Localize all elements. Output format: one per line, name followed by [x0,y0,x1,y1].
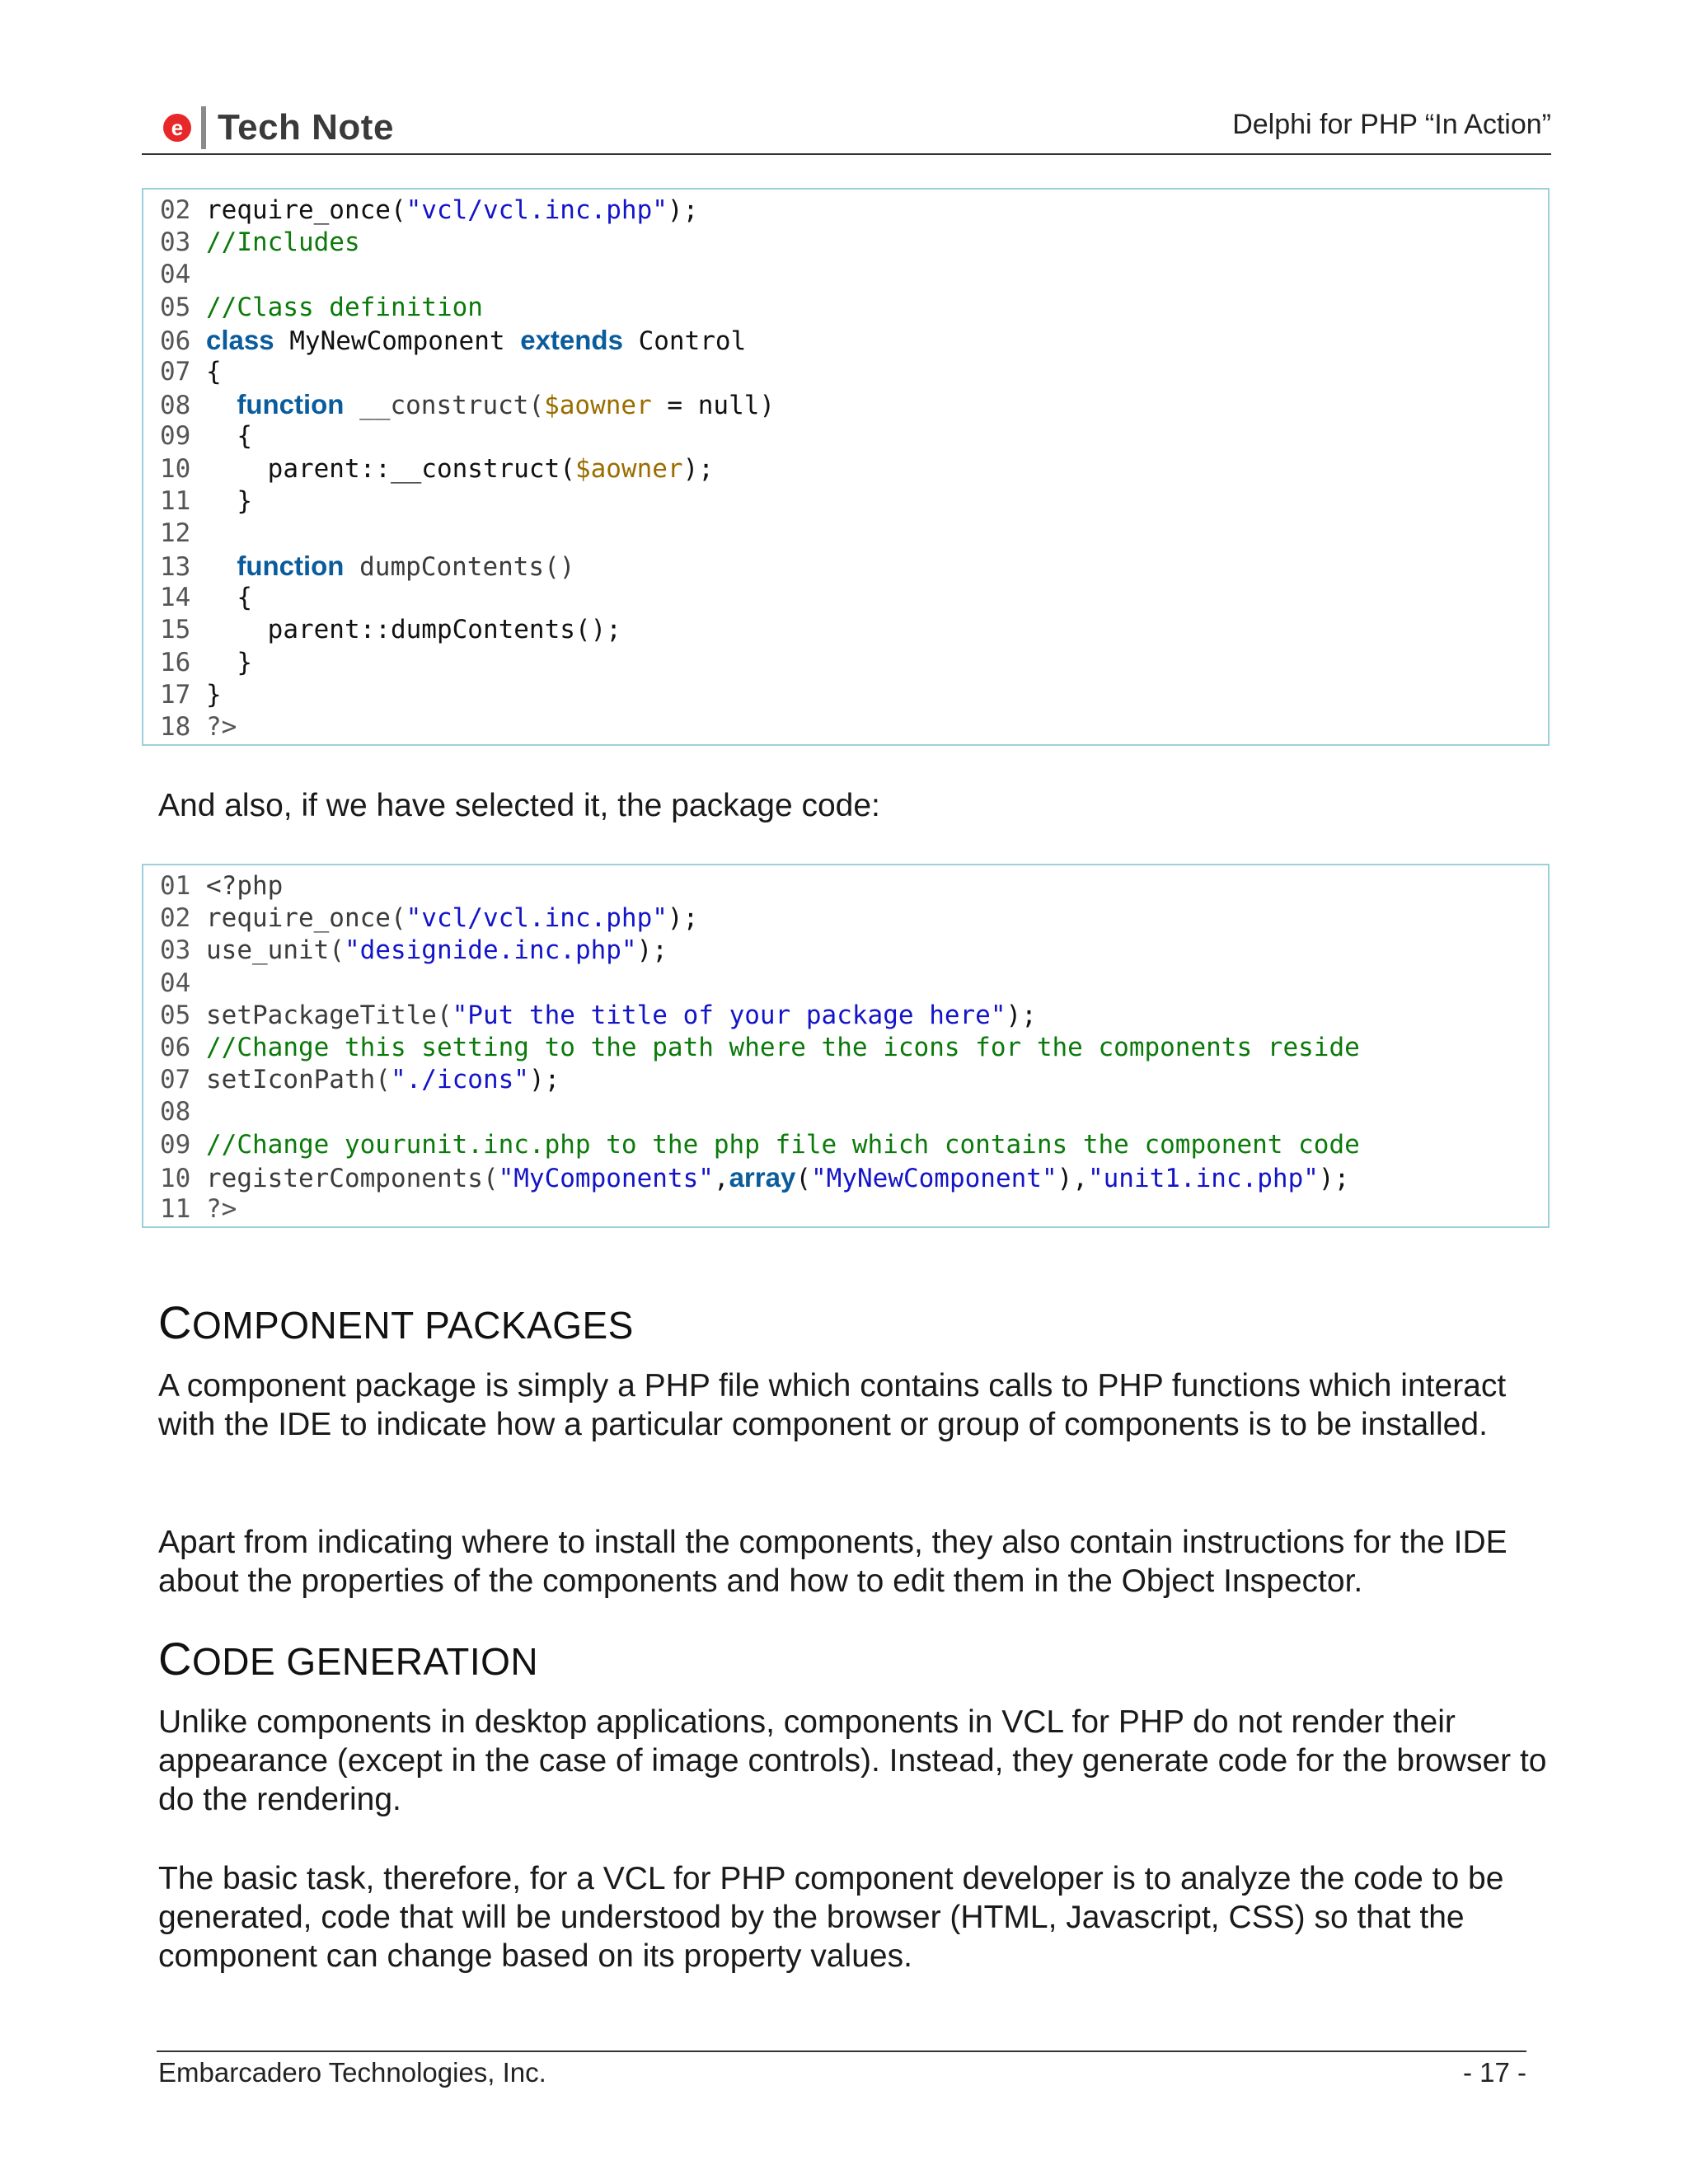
code-variable: $aowner [574,453,683,484]
code-line [160,1129,1548,1161]
document-title: Delphi for PHP “In Action” [1232,109,1551,140]
line-number: 08 [160,1097,191,1127]
code-text: ); [1318,1163,1350,1193]
line-number: 03 [160,227,191,258]
line-number: 10 [160,453,191,484]
code-text: parent::dumpContents(); [206,615,621,645]
code-string: "vcl/vcl.inc.php" [406,903,668,934]
code-string: "MyComponents" [498,1163,714,1193]
line-number: 17 [160,679,191,710]
code-text: parent::__construct( [206,453,575,484]
code-comment: //Includes [206,227,360,258]
embarcadero-logo-icon: e [163,114,191,142]
line-number: 07 [160,1065,191,1095]
heading-rest: ODE GENERATION [191,1640,539,1683]
tech-note-logo [163,105,394,150]
section-heading-code-generation [158,1632,538,1685]
code-text: , [713,1163,729,1193]
code-line [160,259,1548,291]
code-line [160,550,1548,582]
code-text: { [206,356,222,387]
code-text: setPackageTitle( [206,1000,452,1030]
line-number: 09 [160,421,191,452]
code-text: require_once( [206,195,406,225]
code-text: ( [795,1163,811,1193]
code-line [160,902,1548,935]
code-string: "MyNewComponent" [811,1163,1057,1193]
code-line [160,356,1548,388]
line-number: 06 [160,1032,191,1062]
code-comment: //Change yourunit.inc.php to the php file which contains the component code [206,1129,1360,1160]
code-keyword: function [237,551,345,582]
code-line [160,935,1548,967]
logo-text: Tech Note [218,107,394,148]
line-number: 05 [160,1000,191,1030]
code-text: <?php [206,871,284,901]
code-text: ), [1057,1163,1088,1193]
code-keyword: extends [520,324,623,355]
code-line [160,1096,1548,1128]
code-line [160,388,1548,420]
code-text: ); [528,1065,560,1095]
footer-divider [157,2050,1526,2052]
code-string: "./icons" [390,1065,529,1095]
code-keyword: class [206,324,274,355]
code-text: dumpContents() [344,552,575,583]
code-string: "Put the title of your package here" [452,1000,1006,1030]
code-text: ); [636,935,668,966]
code-line [160,614,1548,646]
code-line [160,324,1548,356]
code-text: ); [682,453,714,484]
code-text: ); [1006,1000,1037,1030]
line-number: 11 [160,1193,191,1224]
code-text: ); [667,903,699,934]
code-text: { [206,583,252,613]
code-line [160,1161,1548,1193]
line-number: 12 [160,518,191,548]
code-text: = null) [651,391,776,421]
code-line [160,518,1548,550]
code-text: setIconPath( [206,1065,391,1095]
code-string: "vcl/vcl.inc.php" [406,195,668,225]
code-line [160,1064,1548,1096]
page-header [142,101,1551,155]
section2-paragraph-2: The basic task, therefore, for a VCL for PHP component developer is to analyze the code to be generated, code that will be understood by the browser (HTML, Javascript, CSS) so that the component can change based on its property values. [158,1861,1504,1974]
code-text: use_unit( [206,935,345,966]
code-keyword: function [237,389,345,420]
page-number: - 17 - [1462,2057,1526,2088]
code-line [160,292,1548,324]
line-number: 15 [160,615,191,645]
code-text: registerComponents( [206,1163,499,1193]
code-keyword: array [729,1161,796,1193]
code-text: require_once( [206,903,406,934]
code-variable: $aowner [544,391,652,421]
section2-paragraph-1: Unlike components in desktop applications, components in VCL for PHP do not render their appearance (except in the case of image controls). Instead, they generate code for the browser to do the rendering. [158,1704,1547,1817]
code-text: } [206,679,222,710]
code-block-package [142,864,1550,1228]
code-line [160,485,1548,518]
code-string: "designide.inc.php" [344,935,637,966]
logo-divider [201,106,206,149]
code-line [160,870,1548,902]
line-number: 06 [160,326,191,356]
code-text: ?> [206,1193,237,1224]
code-line [160,647,1548,679]
section1-paragraph-1: A component package is simply a PHP file which contains calls to PHP functions which interact with the IDE to indicate how a particular component or group of components is to be installed. [158,1368,1507,1442]
code-text: MyNewComponent [274,326,521,356]
section1-paragraph-2: Apart from indicating where to install the components, they also contain instructions for the IDE about the properties of the components and how to edit them in the Object Inspector. [158,1525,1507,1599]
line-number: 16 [160,647,191,677]
line-number: 08 [160,391,191,421]
line-number: 04 [160,260,191,290]
code-line [160,582,1548,614]
line-number: 01 [160,871,191,901]
code-text: } [206,485,252,516]
code-string: "unit1.inc.php" [1087,1163,1319,1193]
code-line [160,1032,1548,1064]
line-number: 02 [160,903,191,934]
intro-paragraph: And also, if we have selected it, the package code: [158,788,880,823]
code-block-component [142,188,1550,746]
line-number: 10 [160,1163,191,1193]
code-text: ); [667,195,699,225]
code-line [160,968,1548,1000]
line-number: 09 [160,1129,191,1160]
code-line [160,711,1548,743]
line-number: 05 [160,292,191,322]
line-number: 02 [160,195,191,225]
heading-rest: OMPONENT PACKAGES [191,1304,634,1347]
code-comment: //Class definition [206,292,483,322]
code-comment: //Change this setting to the path where the icons for the components reside [206,1032,1360,1062]
code-text: { [206,421,252,452]
line-number: 11 [160,485,191,516]
line-number: 03 [160,935,191,966]
line-number: 13 [160,552,191,583]
heading-initial: C [158,1633,192,1685]
code-text: } [206,647,252,677]
section-heading-component-packages [158,1296,634,1349]
code-text: ?> [206,712,237,742]
line-number: 07 [160,356,191,387]
line-number: 14 [160,583,191,613]
code-text: __construct( [344,391,545,421]
code-line [160,227,1548,259]
footer-company: Embarcadero Technologies, Inc. [158,2057,546,2088]
heading-initial: C [158,1296,192,1348]
code-line [160,453,1548,485]
code-line [160,679,1548,711]
line-number: 04 [160,968,191,998]
code-text: Control [622,326,747,356]
code-line [160,194,1548,227]
code-line [160,420,1548,452]
line-number: 18 [160,712,191,742]
code-line [160,1193,1548,1226]
code-line [160,1000,1548,1032]
